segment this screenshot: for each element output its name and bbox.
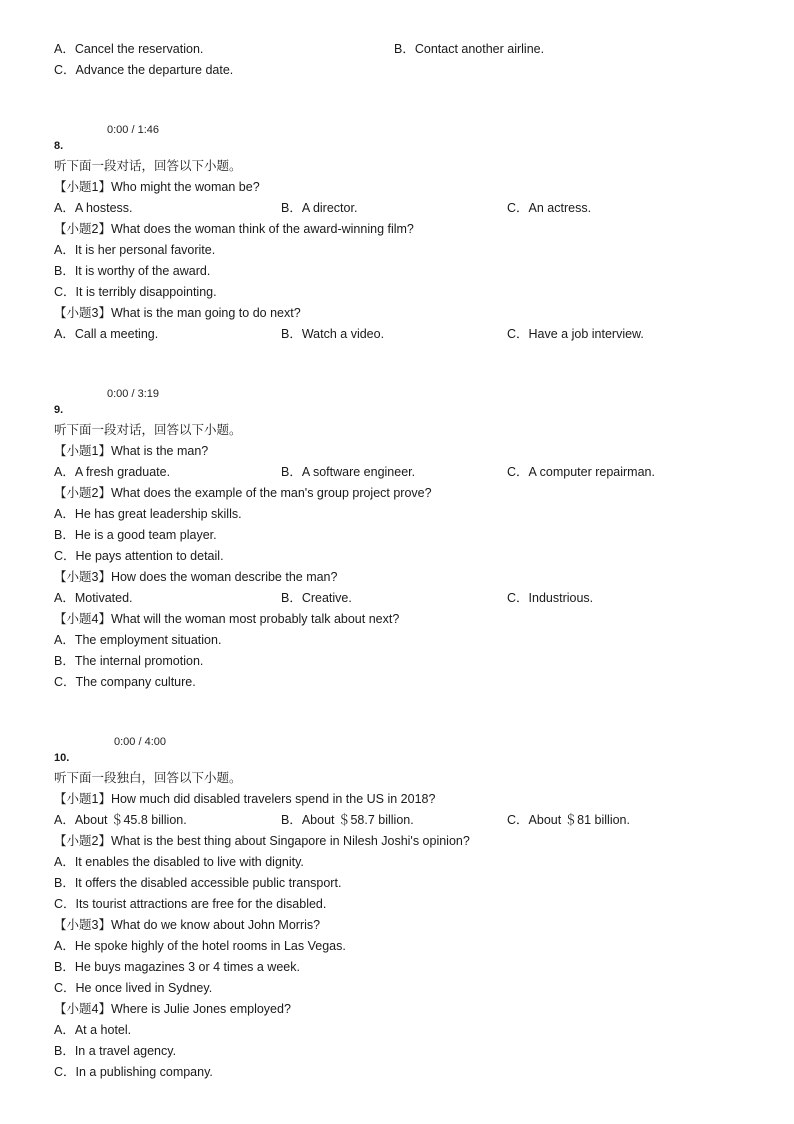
option-b: B．It offers the disabled accessible public transport. bbox=[54, 876, 342, 890]
sub-question: 【小题2】What does the woman think of the award-winning film? bbox=[54, 222, 414, 236]
option-c: C．The company culture. bbox=[54, 675, 196, 689]
option-c: C．He once lived in Sydney. bbox=[54, 981, 213, 995]
option-a: A．At a hotel. bbox=[54, 1023, 132, 1037]
option-b: B．It is worthy of the award. bbox=[54, 264, 211, 278]
option-b: B．He is a good team player. bbox=[54, 528, 217, 542]
instruction: 听下面一段对话，回答以下小题。 bbox=[54, 423, 242, 437]
option-c: C．Its tourist attractions are free for the disabled. bbox=[54, 897, 327, 911]
option-a: A．He has great leadership skills. bbox=[54, 507, 242, 521]
option-a: A．The employment situation. bbox=[54, 633, 222, 647]
sub-question: 【小题1】Who might the woman be? bbox=[54, 180, 260, 194]
option-b: B．Watch a video. bbox=[281, 327, 385, 341]
question-number: 9. bbox=[54, 404, 64, 416]
option-c: C．Industrious. bbox=[507, 591, 594, 605]
q7-option-c: C．Advance the departure date. bbox=[54, 63, 234, 77]
option-c: C．About ＄81 billion. bbox=[507, 813, 630, 827]
audio-time: 0:00 / 3:19 bbox=[107, 388, 159, 400]
option-a: A．A hostess. bbox=[54, 201, 133, 215]
sub-question: 【小题2】What is the best thing about Singapore in Nilesh Joshi's opinion? bbox=[54, 834, 470, 848]
option-c: C．Have a job interview. bbox=[507, 327, 644, 341]
sub-question: 【小题2】What does the example of the man's group project prove? bbox=[54, 486, 432, 500]
q7-option-b: B．Contact another airline. bbox=[394, 42, 545, 56]
option-b: B．In a travel agency. bbox=[54, 1044, 177, 1058]
sub-question: 【小题4】What will the woman most probably talk about next? bbox=[54, 612, 400, 626]
option-c: C．An actress. bbox=[507, 201, 592, 215]
option-a: A．Call a meeting. bbox=[54, 327, 159, 341]
option-a: A．About ＄45.8 billion. bbox=[54, 813, 187, 827]
option-c: C．A computer repairman. bbox=[507, 465, 655, 479]
sub-question: 【小题4】Where is Julie Jones employed? bbox=[54, 1002, 291, 1016]
sub-question: 【小题3】What is the man going to do next? bbox=[54, 306, 301, 320]
option-b: B．He buys magazines 3 or 4 times a week. bbox=[54, 960, 300, 974]
audio-time: 0:00 / 4:00 bbox=[114, 736, 166, 748]
question-number: 8. bbox=[54, 140, 64, 152]
instruction: 听下面一段对话，回答以下小题。 bbox=[54, 159, 242, 173]
option-a: A．It is her personal favorite. bbox=[54, 243, 216, 257]
option-c: C．He pays attention to detail. bbox=[54, 549, 224, 563]
option-c: C．In a publishing company. bbox=[54, 1065, 213, 1079]
option-a: A．He spoke highly of the hotel rooms in Las Vegas. bbox=[54, 939, 346, 953]
sub-question: 【小题1】How much did disabled travelers spend in the US in 2018? bbox=[54, 792, 436, 806]
audio-player-q9[interactable] bbox=[107, 387, 159, 401]
option-b: B．A director. bbox=[281, 201, 358, 215]
sub-question: 【小题3】How does the woman describe the man? bbox=[54, 570, 338, 584]
question-number: 10. bbox=[54, 752, 70, 764]
option-a: A．It enables the disabled to live with dignity. bbox=[54, 855, 304, 869]
audio-player-q8[interactable] bbox=[107, 123, 159, 137]
option-b: B．About ＄58.7 billion. bbox=[281, 813, 414, 827]
option-b: B．Creative. bbox=[281, 591, 352, 605]
option-a: A．Motivated. bbox=[54, 591, 133, 605]
option-b: B．A software engineer. bbox=[281, 465, 416, 479]
option-a: A．A fresh graduate. bbox=[54, 465, 171, 479]
q7-option-a: A．Cancel the reservation. bbox=[54, 42, 204, 56]
audio-player-q10[interactable] bbox=[114, 735, 166, 749]
audio-time: 0:00 / 1:46 bbox=[107, 124, 159, 136]
sub-question: 【小题1】What is the man? bbox=[54, 444, 209, 458]
option-c: C．It is terribly disappointing. bbox=[54, 285, 217, 299]
option-b: B．The internal promotion. bbox=[54, 654, 204, 668]
sub-question: 【小题3】What do we know about John Morris? bbox=[54, 918, 321, 932]
instruction: 听下面一段独白，回答以下小题。 bbox=[54, 771, 242, 785]
